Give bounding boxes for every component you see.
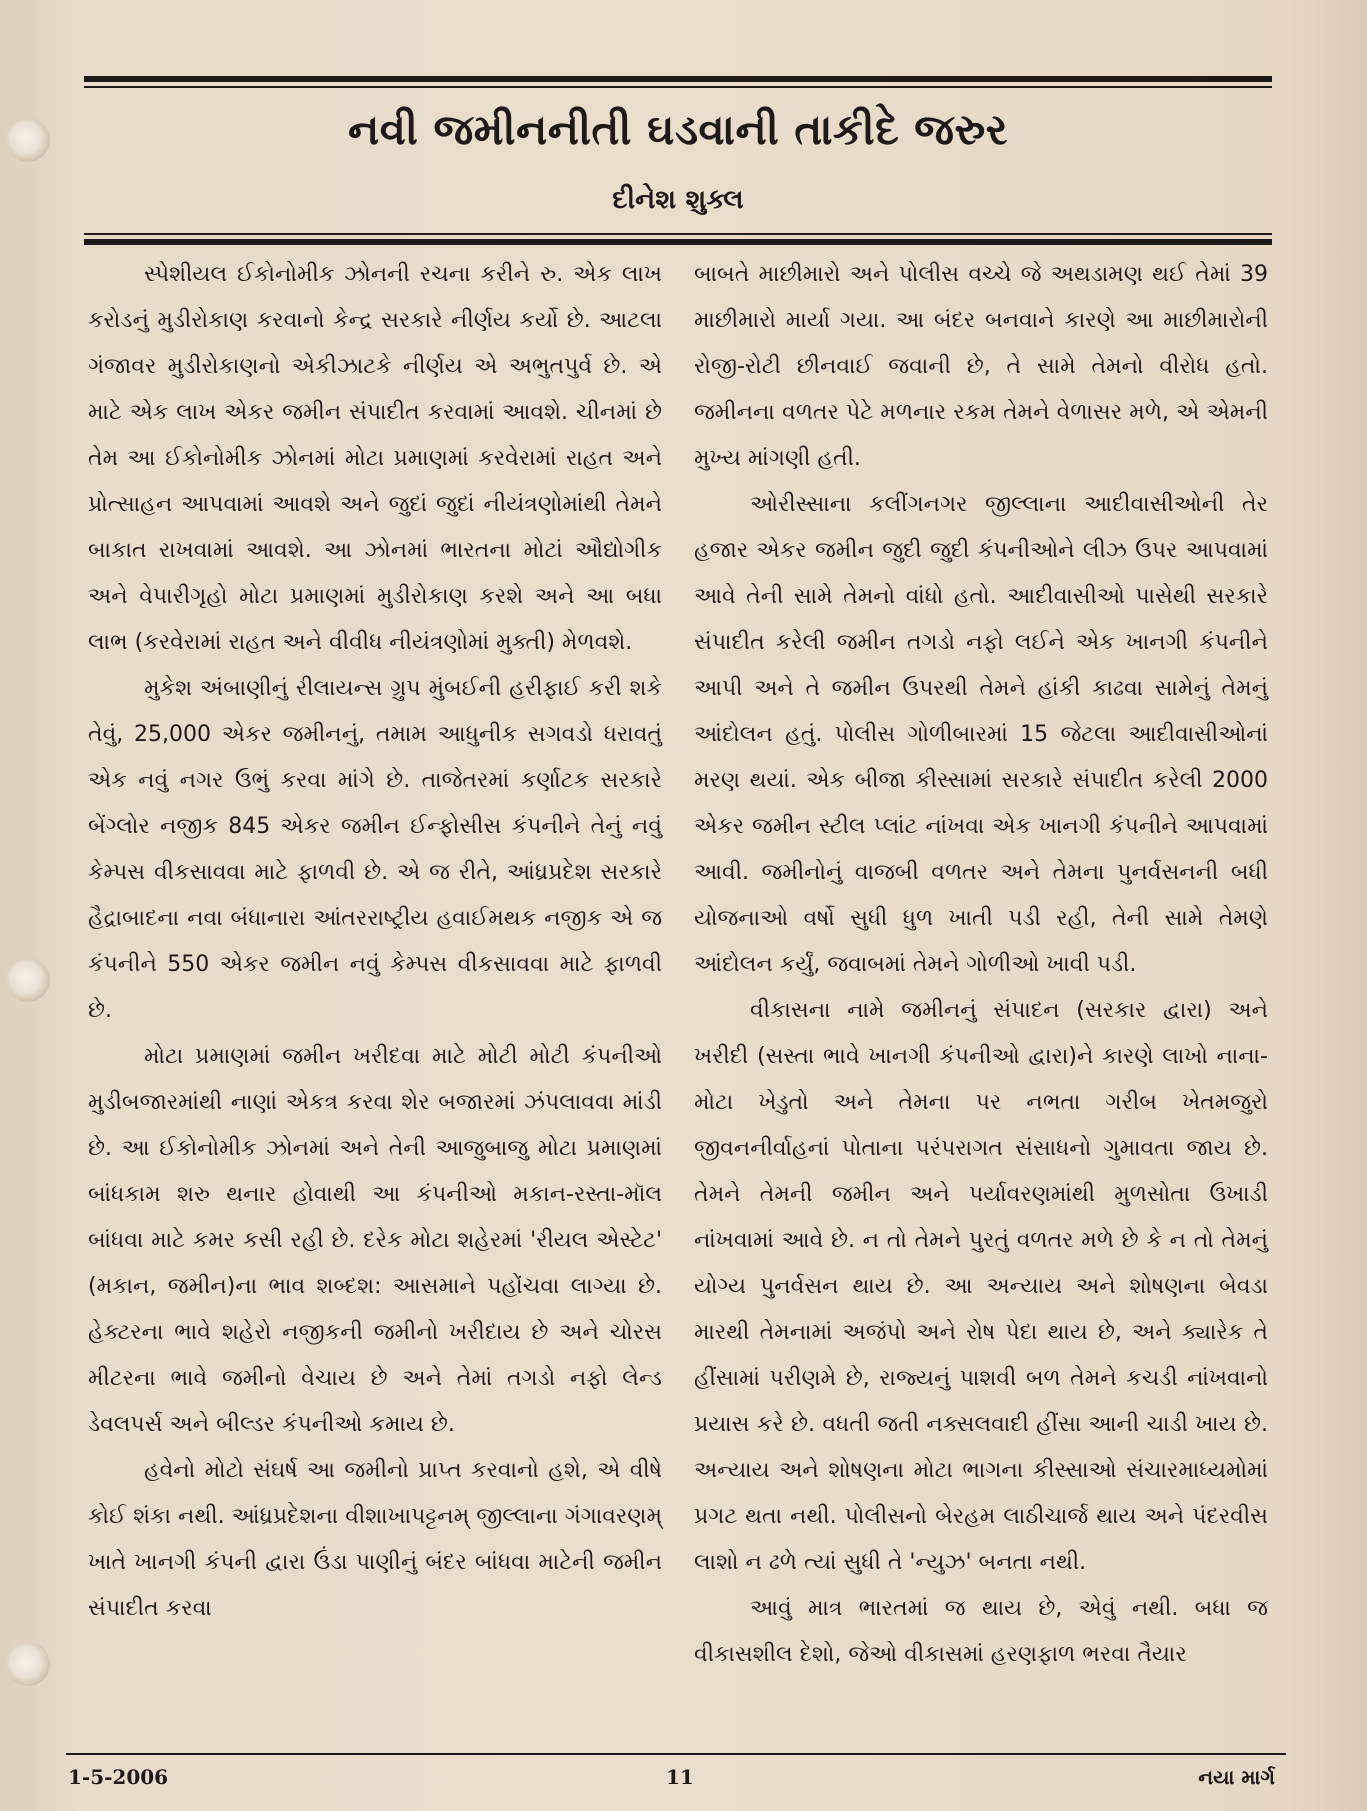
issue-date: 1-5-2006 [68,1765,169,1789]
header-rule-thin [84,233,1272,235]
paragraph: મુકેશ અંબાણીનું રીલાયન્સ ગ્રુપ મુંબઈની હરીફાઈ કરી શકે તેવું, 25,000 એકર જમીનનું, તમામ આધુનીક સગવડો ધરાવતું એક નવું નગર ઉભું કરવા માંગે છે. તાજેતરમાં કર્ણાટક સરકારે બેંગ્લોર નજીક 845 એકર જમીન ઈન્ફોસીસ કંપનીને તેનું નવું કેમ્પસ વીકસાવવા માટે ફાળવી છે. એ જ રીતે, આંધ્રપ્રદેશ સરકારે હૈદ્રાબાદના નવા બંધાનારા આંતરરાષ્ટ્રીય હવાઈમથક નજીક એ જ કંપનીને 550 એકર જમીન નવું કેમ્પસ વીકસાવવા માટે ફાળવી છે. [88,676,662,1023]
page-number: 11 [666,1765,694,1789]
left-column [88,252,662,1621]
top-rule-thin [84,86,1272,88]
article-title: નવી જમીનનીતી ઘડવાની તાકીદે જરુર [347,105,1009,154]
article-author: દીનેશ શુક્લ [612,184,744,215]
footer-rule [66,1753,1286,1755]
magazine-name: નયા માર્ગ [1198,1765,1275,1789]
paragraph: સ્પેશીયલ ઈકોનોમીક ઝોનની રચના કરીને રુ. એક લાખ કરોડનું મુડીરોકાણ કરવાનો કેન્દ્ર સરકારે નીર્ણય કર્યો છે. આટલા ગંજાવર મુડીરોકાણનો એકીઝાટકે નીર્ણય એ અભુતપુર્વ છે. એ માટે એક લાખ એકર જમીન સંપાદીત કરવામાં આવશે. ચીનમાં છે તેમ આ ઈકોનોમીક ઝોનમાં મોટા પ્રમાણમાં કરવેરામાં રાહત અને પ્રોત્સાહન આપવામાં આવશે અને જુદાં જુદાં નીયંત્રણોમાંથી તેમને બાકાત રાખવામાં આવશે. આ ઝોનમાં ભારતના મોટાં ઔદ્યોગીક અને વેપારીગૃહો મોટા પ્રમાણમાં મુડીરોકાણ કરશે અને આ બધા લાભ (કરવેરામાં રાહત અને વીવીધ નીયંત્રણોમાં મુક્તી) મેળવશે. [88,262,662,655]
paragraph: મોટા પ્રમાણમાં જમીન ખરીદવા માટે મોટી મોટી કંપનીઓ મુડીબજારમાંથી નાણાં એકત્ર કરવા શેર બજારમાં ઝંપલાવવા માંડી છે. આ ઈકોનોમીક ઝોનમાં અને તેની આજુબાજુ મોટા પ્રમાણમાં બાંધકામ શરુ થનાર હોવાથી આ કંપનીઓ મકાન-રસ્તા-મૉલ બાંધવા માટે કમર કસી રહી છે. દરેક મોટા શહેરમાં 'રીયલ એસ્ટેટ' (મકાન, જમીન)ના ભાવ શબ્દશ: આસમાને પહોંચવા લાગ્યા છે. હેક્ટરના ભાવે શહેરો નજીકની જમીનો ખરીદાય છે અને ચોરસ મીટરના ભાવે જમીનો વેચાય છે અને તેમાં તગડો નફો લેન્ડ ડેવલપર્સ અને બીલ્ડર કંપનીઓ કમાય છે. [88,1044,662,1437]
paragraph: આવું માત્ર ભારતમાં જ થાય છે, એવું નથી. બધા જ વીકાસશીલ દેશો, જેઓ વીકાસમાં હરણફાળ ભરવા તૈયાર [694,1596,1268,1667]
paragraph: ઓરીસ્સાના કલીંગનગર જીલ્લાના આદીવાસીઓની તેર હજાર એકર જમીન જુદી જુદી કંપનીઓને લીઝ ઉપર આપવામાં આવે તેની સામે તેમનો વાંધો હતો. આદીવાસીઓ પાસેથી સરકારે સંપાદીત કરેલી જમીન તગડો નફો લઈને એક ખાનગી કંપનીને આપી અને તે જમીન ઉપરથી તેમને હાંકી કાઢવા સામેનું તેમનું આંદોલન હતું. પોલીસ ગોળીબારમાં 15 જેટલા આદીવાસીઓનાં મરણ થયાં. એક બીજા કીસ્સામાં સરકારે સંપાદીત કરેલી 2000 એકર જમીન સ્ટીલ પ્લાંટ નાંખવા એક ખાનગી કંપનીને આપવામાં આવી. જમીનોનું વાજબી વળતર અને તેમના પુનર્વસનની બધી યોજનાઓ વર્ષો સુધી ધુળ ખાતી પડી રહી, તેની સામે તેમણે આંદોલન કર્યું, જવાબમાં તેમને ગોળીઓ ખાવી પડી. [694,492,1268,977]
punch-hole [6,958,50,1002]
right-column [694,252,1268,1667]
top-rule [84,76,1272,82]
paragraph: બાબતે માછીમારો અને પોલીસ વચ્ચે જે અથડામણ થઈ તેમાં 39 માછીમારો માર્યા ગયા. આ બંદર બનવાને કારણે આ માછીમારોની રોજી-રોટી છીનવાઈ જવાની છે, તે સામે તેમનો વીરોધ હતો. જમીનના વળતર પેટે મળનાર રકમ તેમને વેળાસર મળે, એ એમની મુખ્ય માંગણી હતી. [694,262,1268,471]
header-rule [84,239,1272,245]
punch-hole [6,1642,50,1686]
punch-hole [6,118,50,162]
paragraph: વીકાસના નામે જમીનનું સંપાદન (સરકાર દ્વારા) અને ખરીદી (સસ્તા ભાવે ખાનગી કંપનીઓ દ્વારા)ને કારણે લાખો નાના-મોટા ખેડુતો અને તેમના પર નભતા ગરીબ ખેતમજુરો જીવનનીર્વાહનાં પોતાના પરંપરાગત સંસાધનો ગુમાવતા જાય છે. તેમને તેમની જમીન અને પર્યાવરણમાંથી મુળસોતા ઉખાડી નાંખવામાં આવે છે. ન તો તેમને પુરતું વળતર મળે છે કે ન તો તેમનું યોગ્ય પુનર્વસન થાય છે. આ અન્યાય અને શોષણના બેવડા મારથી તેમનામાં અજંપો અને રોષ પેદા થાય છે, અને ક્યારેક તે હીંસામાં પરીણમે છે, રાજ્યનું પાશવી બળ તેમને કચડી નાંખવાનો પ્રયાસ કરે છે. વધતી જતી નક્સલવાદી હીંસા આની ચાડી ખાય છે. અન્યાય અને શોષણના મોટા ભાગના કીસ્સાઓ સંચારમાધ્યમોમાં પ્રગટ થતા નથી. પોલીસનો બેરહમ લાઠીચાર્જ થાય અને પંદરવીસ લાશો ન ઢળે ત્યાં સુધી તે 'ન્યુઝ' બનતા નથી. [694,998,1268,1575]
paragraph: હવેનો મોટો સંઘર્ષ આ જમીનો પ્રાપ્ત કરવાનો હશે, એ વીષે કોઈ શંકા નથી. આંધ્રપ્રદેશના વીશાખાપટ્ટનમ્ જીલ્લાના ગંગાવરણમ્ ખાતે ખાનગી કંપની દ્વારા ઉંડા પાણીનું બંદર બાંધવા માટેની જમીન સંપાદીત કરવા [88,1458,662,1621]
